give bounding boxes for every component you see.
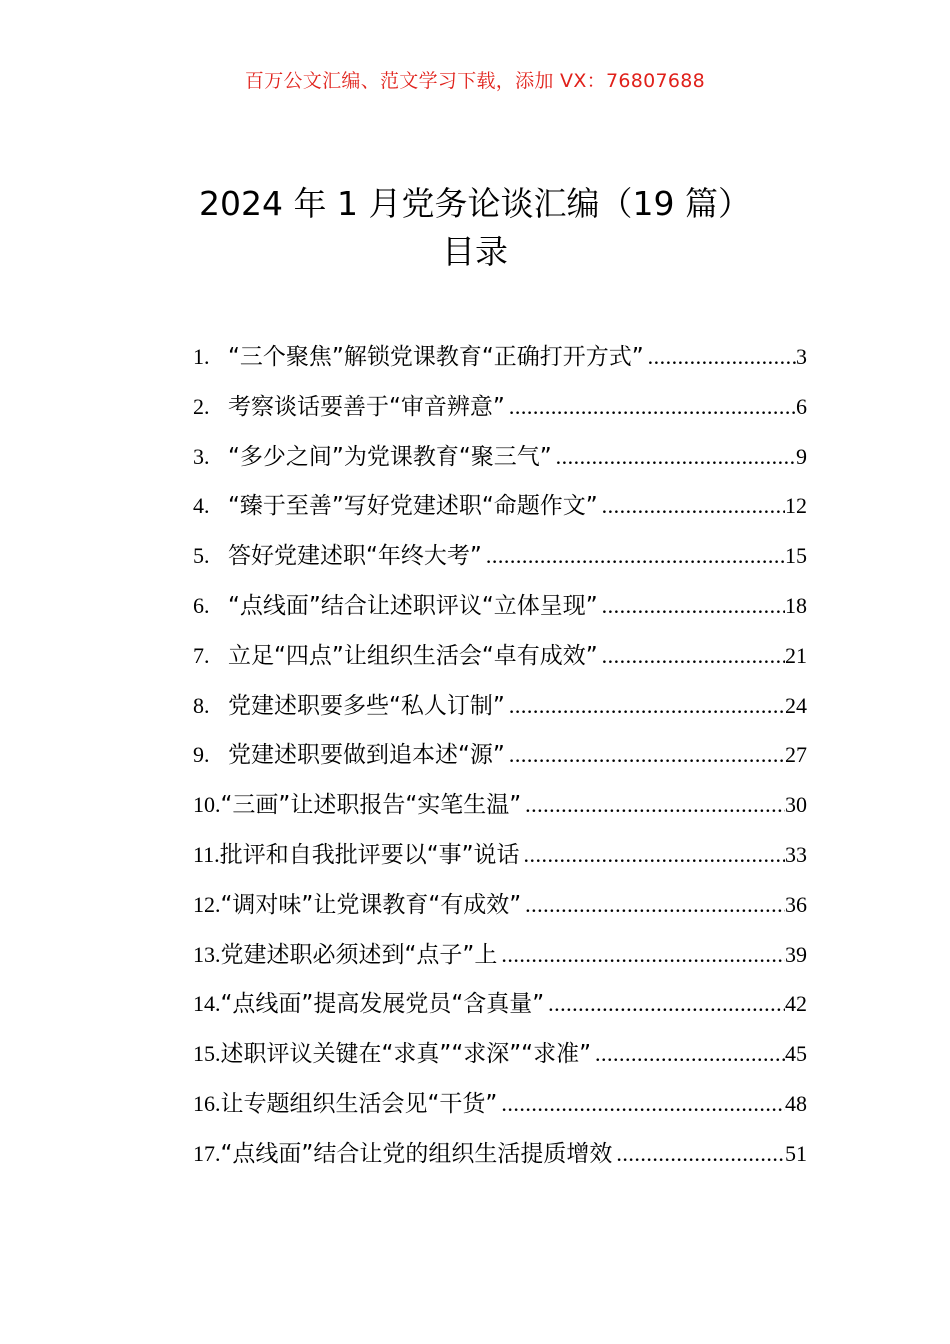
toc-entry-title: “三画”让述职报告“实笔生温” [220, 792, 522, 819]
toc-entry[interactable] [193, 1079, 807, 1129]
toc-entry-title: 立足“四点”让组织生活会“卓有成效” [228, 642, 598, 669]
watermark-header: 百万公文汇编、范文学习下载，添加 VX：76807688 [244, 70, 706, 92]
toc-leader-dots [520, 830, 785, 880]
toc-entry[interactable] [193, 930, 807, 980]
toc-entry-page-number: 6 [796, 393, 807, 419]
toc-entry-number: 16. [193, 1090, 221, 1116]
toc-entry-page-number: 15 [785, 543, 807, 569]
toc-entry-page-number: 33 [785, 841, 807, 867]
toc-entry-page-number: 12 [785, 493, 807, 519]
toc-entry[interactable] [193, 780, 807, 830]
toc-entry-title: “点线面”结合让党的组织生活提质增效 [220, 1140, 613, 1167]
toc-entry[interactable] [193, 481, 807, 531]
toc-entry-page-number: 45 [785, 1041, 807, 1067]
toc-entry-number: 15. [193, 1041, 221, 1067]
toc-entry-number: 7. [193, 642, 210, 668]
toc-leader-dots [521, 780, 785, 830]
toc-entry-page-number: 27 [785, 742, 807, 768]
toc-entry-page-number: 3 [796, 344, 807, 369]
toc-entry-title: 党建述职要多些“私人订制” [228, 692, 505, 719]
toc-entry-number: 4. [193, 493, 210, 519]
toc-entry[interactable] [193, 382, 807, 432]
toc-entry-number: 9. [193, 742, 210, 768]
toc-entry[interactable] [193, 681, 807, 731]
toc-entry-number: 13. [193, 941, 221, 967]
toc-entry-number: 17. [193, 1140, 221, 1166]
toc-entry-number: 11. [193, 841, 220, 867]
toc-entry-page-number: 42 [785, 991, 807, 1017]
toc-leader-dots [482, 531, 785, 581]
toc-entry-title: 党建述职要做到追本述“源” [228, 742, 505, 769]
toc-entry-title: 答好党建述职“年终大考” [228, 543, 482, 570]
toc-leader-dots [598, 481, 785, 531]
toc-leader-dots [521, 880, 785, 930]
toc-leader-dots [505, 681, 785, 731]
toc-leader-dots [598, 581, 785, 631]
toc-entry-title: 考察谈话要善于“审音辨意” [228, 393, 505, 420]
toc-entry-number: 1. [193, 344, 210, 369]
toc-entry-page-number: 24 [785, 692, 807, 718]
toc-entry-number: 12. [193, 891, 221, 917]
toc-entry[interactable] [193, 432, 807, 482]
toc-entry-page-number: 30 [785, 792, 807, 818]
toc-leader-dots [497, 1079, 785, 1129]
toc-entry-title: “调对味”让党课教育“有成效” [220, 891, 522, 918]
toc-entry[interactable] [193, 1029, 807, 1079]
toc-entry-title: 述职评议关键在“求真”“求深”“求准” [220, 1041, 591, 1068]
toc-leader-dots [598, 631, 785, 681]
toc-entry[interactable] [193, 880, 807, 930]
toc-entry-number: 14. [193, 991, 221, 1017]
toc-entry[interactable] [193, 979, 807, 1029]
toc-entry-title: “多少之间”为党课教育“聚三气” [228, 443, 552, 470]
toc-entry-page-number: 36 [785, 891, 807, 917]
toc-entry-number: 5. [193, 543, 210, 569]
toc-heading: 目录 [442, 232, 508, 271]
toc-entry-page-number: 21 [785, 642, 807, 668]
toc-leader-dots [552, 432, 796, 482]
toc-entry[interactable] [193, 830, 807, 880]
toc-entry[interactable] [193, 730, 807, 780]
toc-entry-number: 6. [193, 592, 210, 618]
toc-entry-title: “点线面”提高发展党员“含真量” [220, 991, 545, 1018]
document-title: 2024 年 1 月党务论谈汇编（19 篇） [199, 184, 751, 223]
toc-leader-dots [497, 930, 785, 980]
toc-entry-number: 8. [193, 692, 210, 718]
toc-entry-title: “臻于至善”写好党建述职“命题作文” [228, 493, 598, 520]
toc-entry-page-number: 18 [785, 592, 807, 618]
toc-entry-number: 3. [193, 443, 210, 469]
toc-entry-title: 党建述职必须述到“点子”上 [220, 941, 498, 968]
toc-entry[interactable] [193, 631, 807, 681]
toc-entry[interactable] [193, 1129, 807, 1179]
toc-leader-dots [591, 1029, 785, 1079]
toc-entry[interactable] [193, 581, 807, 631]
toc-entry-title: 让专题组织生活会见“干货” [220, 1090, 498, 1117]
toc-entry-number: 2. [193, 393, 210, 419]
toc-entry-page-number: 9 [796, 443, 807, 469]
toc-leader-dots [505, 382, 796, 432]
table-of-contents [193, 332, 807, 1179]
toc-entry-page-number: 48 [785, 1090, 807, 1116]
toc-entry-page-number: 39 [785, 941, 807, 967]
toc-entry-page-number: 51 [785, 1140, 807, 1166]
toc-leader-dots [644, 332, 796, 382]
toc-entry[interactable] [193, 332, 807, 382]
toc-entry-number: 10. [193, 792, 221, 818]
toc-entry-title: “三个聚焦”解锁党课教育“正确打开方式” [228, 344, 644, 370]
toc-entry[interactable] [193, 531, 807, 581]
toc-entry-title: “点线面”结合让述职评议“立体呈现” [228, 592, 598, 619]
toc-leader-dots [612, 1129, 785, 1179]
toc-leader-dots [505, 730, 785, 780]
toc-entry-title: 批评和自我批评要以“事”说话 [219, 841, 520, 868]
toc-leader-dots [544, 979, 785, 1029]
